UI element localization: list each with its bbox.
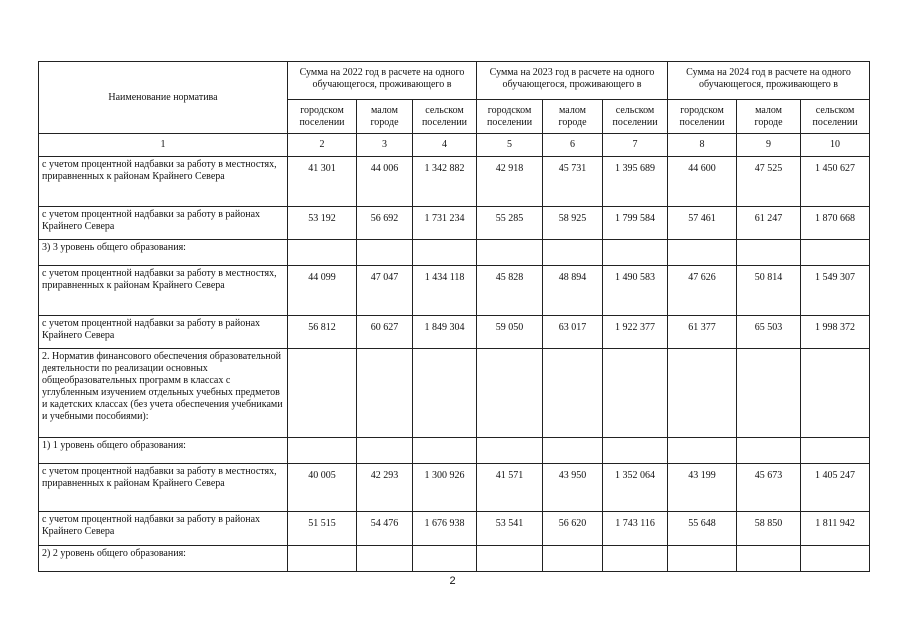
header-name-col: Наименование норматива	[39, 62, 288, 134]
column-number: 4	[413, 134, 477, 157]
cell-value: 1 731 234	[413, 207, 477, 240]
table-row	[39, 464, 870, 512]
cell-value: 58 925	[543, 207, 603, 240]
cell-value	[357, 438, 413, 464]
cell-value: 55 285	[477, 207, 543, 240]
cell-value: 44 006	[357, 157, 413, 207]
cell-value: 1 352 064	[603, 464, 668, 512]
cell-value	[801, 349, 870, 438]
table-row	[39, 438, 870, 464]
cell-value	[288, 240, 357, 266]
cell-value: 44 600	[668, 157, 737, 207]
cell-value: 1 811 942	[801, 512, 870, 546]
cell-value: 54 476	[357, 512, 413, 546]
column-number: 5	[477, 134, 543, 157]
cell-value	[603, 546, 668, 572]
column-number: 2	[288, 134, 357, 157]
cell-value	[668, 349, 737, 438]
cell-value: 57 461	[668, 207, 737, 240]
cell-value: 40 005	[288, 464, 357, 512]
cell-value	[543, 438, 603, 464]
cell-value: 63 017	[543, 316, 603, 349]
cell-value	[603, 438, 668, 464]
cell-value	[737, 349, 801, 438]
cell-value: 53 192	[288, 207, 357, 240]
column-number: 6	[543, 134, 603, 157]
header-sub-small-town: малом городе	[543, 100, 603, 134]
cell-value	[668, 546, 737, 572]
table-row	[39, 266, 870, 316]
row-label: с учетом процентной надбавки за работу в районах Крайнего Севера	[39, 207, 288, 240]
table-row	[39, 512, 870, 546]
column-number: 10	[801, 134, 870, 157]
cell-value	[801, 240, 870, 266]
column-number: 8	[668, 134, 737, 157]
cell-value: 1 549 307	[801, 266, 870, 316]
table-row	[39, 157, 870, 207]
cell-value: 44 099	[288, 266, 357, 316]
cell-value	[288, 438, 357, 464]
cell-value: 47 525	[737, 157, 801, 207]
cell-value	[603, 349, 668, 438]
cell-value: 60 627	[357, 316, 413, 349]
row-label: 2) 2 уровень общего образования:	[39, 546, 288, 572]
cell-value	[543, 349, 603, 438]
cell-value: 1 799 584	[603, 207, 668, 240]
cell-value	[288, 546, 357, 572]
cell-value: 50 814	[737, 266, 801, 316]
cell-value	[413, 438, 477, 464]
cell-value: 1 300 926	[413, 464, 477, 512]
table-row	[39, 240, 870, 266]
cell-value: 1 743 116	[603, 512, 668, 546]
row-label: с учетом процентной надбавки за работу в районах Крайнего Севера	[39, 316, 288, 349]
header-sub-small-town: малом городе	[737, 100, 801, 134]
cell-value	[801, 438, 870, 464]
cell-value	[357, 240, 413, 266]
column-number: 7	[603, 134, 668, 157]
column-number: 1	[39, 134, 288, 157]
cell-value: 1 405 247	[801, 464, 870, 512]
cell-value	[801, 546, 870, 572]
header-sub-rural: сельском поселении	[801, 100, 870, 134]
cell-value: 1 998 372	[801, 316, 870, 349]
header-year-2024: Сумма на 2024 год в расчете на одного обучающегося, проживающего в	[668, 62, 870, 100]
column-number-row	[39, 134, 870, 157]
row-label: с учетом процентной надбавки за работу в местностях, приравненных к районам Крайнего Севера	[39, 157, 288, 207]
table-row	[39, 349, 870, 438]
header-row-years	[39, 62, 870, 100]
cell-value	[603, 240, 668, 266]
cell-value: 1 490 583	[603, 266, 668, 316]
cell-value: 42 918	[477, 157, 543, 207]
cell-value: 61 377	[668, 316, 737, 349]
cell-value: 56 692	[357, 207, 413, 240]
cell-value: 47 047	[357, 266, 413, 316]
cell-value	[737, 438, 801, 464]
cell-value	[413, 546, 477, 572]
cell-value: 1 849 304	[413, 316, 477, 349]
header-sub-rural: сельском поселении	[603, 100, 668, 134]
cell-value: 41 571	[477, 464, 543, 512]
column-number: 9	[737, 134, 801, 157]
row-label: с учетом процентной надбавки за работу в местностях, приравненных к районам Крайнего Севера	[39, 464, 288, 512]
cell-value: 1 450 627	[801, 157, 870, 207]
row-label: с учетом процентной надбавки за работу в местностях, приравненных к районам Крайнего Севера	[39, 266, 288, 316]
cell-value: 45 828	[477, 266, 543, 316]
header-year-2023: Сумма на 2023 год в расчете на одного обучающегося, проживающего в	[477, 62, 668, 100]
header-sub-urban: городском поселении	[288, 100, 357, 134]
header-year-2022: Сумма на 2022 год в расчете на одного обучающегося, проживающего в	[288, 62, 477, 100]
cell-value: 53 541	[477, 512, 543, 546]
cell-value	[288, 349, 357, 438]
row-label: с учетом процентной надбавки за работу в районах Крайнего Севера	[39, 512, 288, 546]
table-row	[39, 316, 870, 349]
cell-value: 59 050	[477, 316, 543, 349]
cell-value	[477, 438, 543, 464]
normative-table	[38, 61, 870, 572]
cell-value	[543, 240, 603, 266]
cell-value: 65 503	[737, 316, 801, 349]
cell-value	[477, 546, 543, 572]
cell-value: 51 515	[288, 512, 357, 546]
cell-value: 61 247	[737, 207, 801, 240]
row-label: 1) 1 уровень общего образования:	[39, 438, 288, 464]
cell-value	[737, 240, 801, 266]
cell-value: 48 894	[543, 266, 603, 316]
cell-value: 1 395 689	[603, 157, 668, 207]
header-sub-urban: городском поселении	[668, 100, 737, 134]
cell-value: 42 293	[357, 464, 413, 512]
cell-value: 1 676 938	[413, 512, 477, 546]
header-sub-rural: сельском поселении	[413, 100, 477, 134]
row-label: 2. Норматив финансового обеспечения образовательной деятельности по реализации основных общеобразовательных программ в классах с углубленным изучением отдельных учебных предметов и кадетских классах (без учета обеспечения учебниками и учебными пособиями):	[39, 349, 288, 438]
cell-value: 43 199	[668, 464, 737, 512]
cell-value	[668, 240, 737, 266]
cell-value: 1 434 118	[413, 266, 477, 316]
cell-value	[668, 438, 737, 464]
cell-value: 58 850	[737, 512, 801, 546]
cell-value: 1 870 668	[801, 207, 870, 240]
cell-value: 56 620	[543, 512, 603, 546]
cell-value: 56 812	[288, 316, 357, 349]
cell-value: 43 950	[543, 464, 603, 512]
header-sub-small-town: малом городе	[357, 100, 413, 134]
cell-value	[413, 240, 477, 266]
row-label: 3) 3 уровень общего образования:	[39, 240, 288, 266]
column-number: 3	[357, 134, 413, 157]
cell-value: 55 648	[668, 512, 737, 546]
cell-value: 41 301	[288, 157, 357, 207]
cell-value	[477, 349, 543, 438]
cell-value	[357, 546, 413, 572]
cell-value	[543, 546, 603, 572]
cell-value	[413, 349, 477, 438]
cell-value: 47 626	[668, 266, 737, 316]
cell-value: 45 731	[543, 157, 603, 207]
cell-value	[477, 240, 543, 266]
cell-value: 45 673	[737, 464, 801, 512]
cell-value	[357, 349, 413, 438]
cell-value: 1 922 377	[603, 316, 668, 349]
cell-value	[737, 546, 801, 572]
header-sub-urban: городском поселении	[477, 100, 543, 134]
page-number: 2	[449, 575, 456, 587]
table-row	[39, 207, 870, 240]
cell-value: 1 342 882	[413, 157, 477, 207]
table-row	[39, 546, 870, 572]
